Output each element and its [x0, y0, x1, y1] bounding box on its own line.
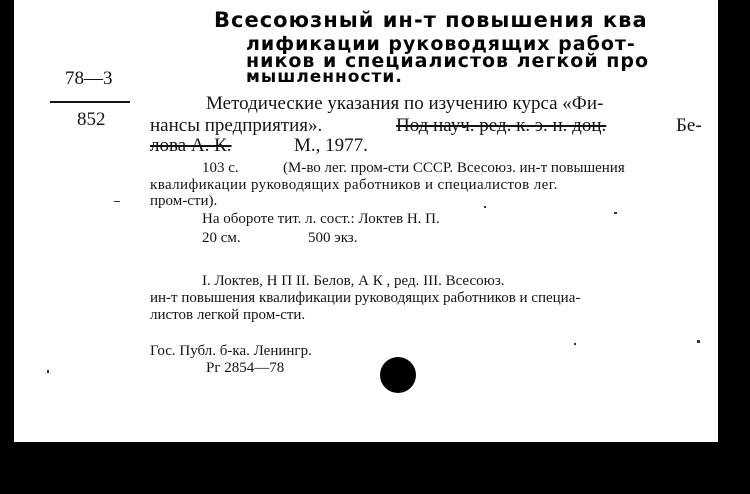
handwritten-line-2: лификации руководящих работ- [246, 33, 636, 55]
tracings-line-3: листов легкой пром-сти. [150, 307, 306, 323]
tracings-line-1: I. Локтев, Н П II. Белов, А К , ред. III. Всесоюз. [202, 273, 505, 289]
description-line-1: (М-во лег. пром-сти СССР. Всесоюз. ин-т повышения [283, 160, 625, 176]
title-line-1: Методические указания по изучению курса «Фи- [206, 93, 604, 114]
description-pages: 103 с. [202, 160, 239, 176]
scan-speck [114, 201, 120, 202]
description-size: 20 см. [202, 230, 241, 246]
scan-speck [574, 343, 576, 345]
scan-speck [614, 212, 617, 214]
scan-speck [47, 370, 49, 373]
call-number-bottom: 852 [77, 109, 106, 130]
description-line-2: квалификации руководящих работников и специалистов лег. [150, 177, 558, 193]
tracings-line-2: ин-т повышения квалификации руководящих работников и специа- [150, 290, 581, 306]
card-number: Рг 2854—78 [206, 360, 285, 376]
call-number-top: 78—3 [65, 68, 113, 89]
handwritten-line-4: мышленности. [246, 67, 403, 87]
title-line-3b: М., 1977. [294, 135, 368, 156]
title-line-3-strike: лова А. К. [150, 135, 232, 156]
catalog-card [14, 0, 718, 442]
call-number-divider [50, 101, 130, 103]
handwritten-line-3: ников и специалистов легкой про [246, 50, 650, 72]
title-line-2b: Бе- [676, 115, 702, 136]
scan-speck [697, 340, 700, 343]
description-copies: 500 экз. [308, 230, 358, 246]
punch-hole [380, 357, 416, 393]
title-line-2a: нансы предприятия». [150, 115, 323, 136]
library-stamp: Гос. Публ. б-ка. Ленингр. [150, 343, 312, 359]
description-line-3: пром-сти). [150, 193, 218, 209]
title-line-2-strike: Под науч. ред. к. э. н. доц. [396, 115, 607, 136]
scan-speck [484, 206, 486, 208]
description-compiler: На обороте тит. л. сост.: Локтев Н. П. [202, 211, 440, 227]
handwritten-line-1: Всесоюзный ин-т повышения ква [214, 8, 648, 32]
